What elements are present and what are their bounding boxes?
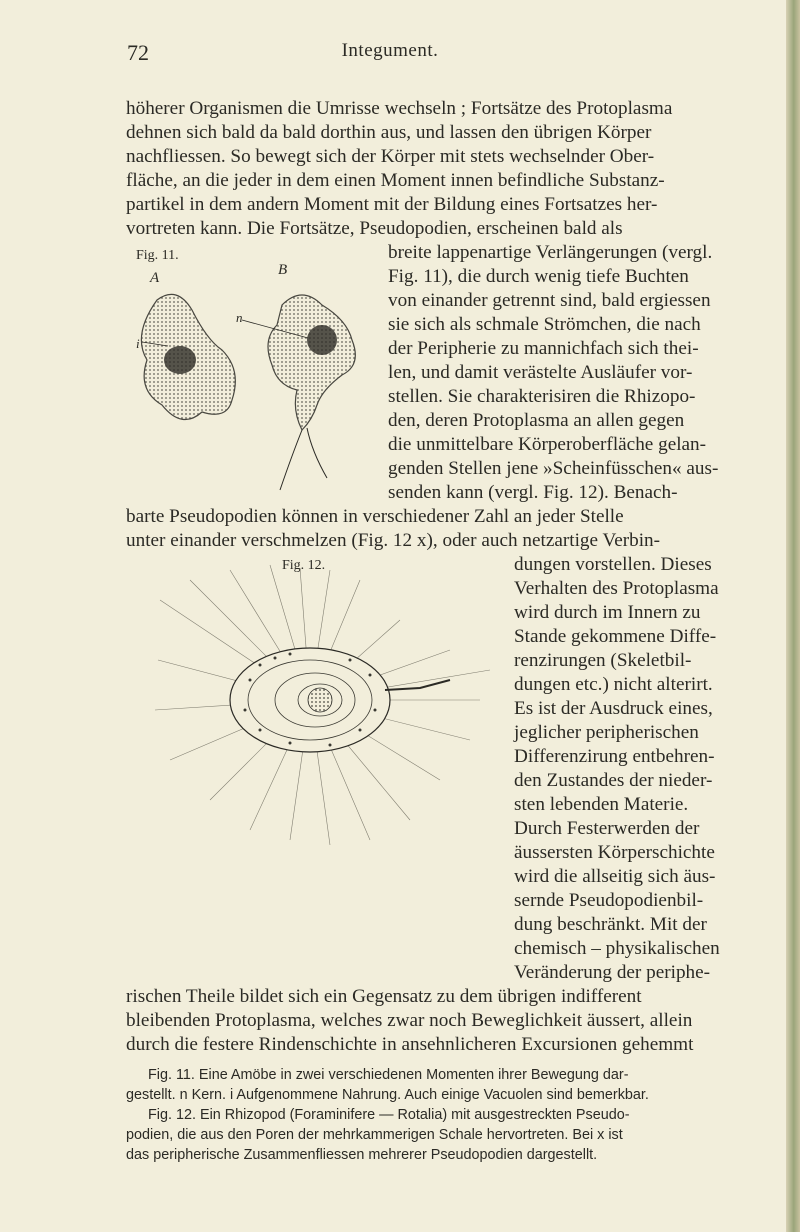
body-line: barte Pseudopodien können in verschiedener Zahl an jeder Stelle (126, 506, 624, 527)
body-line: partikel in dem andern Moment mit der Bildung eines Fortsatzes her- (126, 194, 658, 215)
body-line: chemisch – physikalischen (514, 938, 720, 959)
caption-line: Fig. 12. Ein Rhizopod (Foraminifere — Rotalia) mit ausgestreckten Pseudo- (148, 1107, 630, 1123)
rhizopod-drawing (150, 560, 510, 850)
body-line: Es ist der Ausdruck eines, (514, 698, 713, 719)
body-line: Fig. 11), die durch wenig tiefe Buchten (388, 266, 689, 287)
body-line: jeglicher peripherischen (514, 722, 699, 743)
figure-11-label-b: B (278, 262, 288, 278)
body-line: Stande gekommene Diffe- (514, 626, 717, 647)
figure-11-label-n: n (236, 310, 243, 325)
body-line: dungen vorstellen. Dieses (514, 554, 712, 575)
body-line: höherer Organismen die Umrisse wechseln ; Fortsätze des Protoplasma (126, 98, 673, 119)
body-line: fläche, an die jeder in dem einen Moment innen befindliche Substanz- (126, 170, 665, 191)
body-line: sie sich als schmale Strömchen, die nach (388, 314, 701, 335)
body-line: Verhalten des Protoplasma (514, 578, 719, 599)
body-line: Differenzirung entbehren- (514, 746, 715, 767)
body-line: durch die festere Rindenschichte in ansehnlicheren Excursionen gehemmt (126, 1034, 694, 1055)
body-line: wird durch im Innern zu (514, 602, 701, 623)
body-line: dehnen sich bald da bald dorthin aus, und lassen den übrigen Körper (126, 122, 652, 143)
body-line: den, deren Protoplasma an allen gegen (388, 410, 685, 431)
caption-line: das peripherische Zusammenfliessen mehrerer Pseudopodien dargestellt. (126, 1147, 598, 1163)
figure-11-label-i: i (136, 336, 140, 351)
body-line: bleibenden Protoplasma, welches zwar noch Beweglichkeit äussert, allein (126, 1010, 693, 1031)
body-line: len, und damit verästelte Ausläufer vor- (388, 362, 693, 383)
body-line: wird die allseitig sich äus- (514, 866, 716, 887)
body-line: der Peripherie zu mannichfach sich thei- (388, 338, 699, 359)
body-line: renzirungen (Skeletbil- (514, 650, 692, 671)
body-line: den Zustandes der nieder- (514, 770, 713, 791)
amoeba-drawing (132, 280, 382, 510)
body-line: Durch Festerwerden der (514, 818, 700, 839)
body-line: dung beschränkt. Mit der (514, 914, 707, 935)
body-line: Veränderung der periphe- (514, 962, 711, 983)
body-line: stellen. Sie charakterisiren die Rhizopo- (388, 386, 696, 407)
caption-line: podien, die aus den Poren der mehrkammerigen Schale hervortreten. Bei x ist (126, 1127, 623, 1143)
body-line: äussersten Körperschichte (514, 842, 715, 863)
figure-11-label-a: A (150, 270, 160, 286)
body-line: von einander getrennt sind, bald ergiessen (388, 290, 711, 311)
body-line: sernde Pseudopodienbil- (514, 890, 704, 911)
body-line: dungen etc.) nicht alterirt. (514, 674, 713, 695)
page-number: 72 (127, 40, 149, 65)
caption-line: Fig. 11. Eine Amöbe in zwei verschiedenen Momenten ihrer Bewegung dar- (148, 1067, 629, 1083)
page-edge (786, 0, 800, 1232)
caption-line: gestellt. n Kern. i Aufgenommene Nahrung. Auch einige Vacuolen sind bemerkbar. (126, 1087, 649, 1103)
body-line: unter einander verschmelzen (Fig. 12 x), oder auch netzartige Verbin- (126, 530, 661, 551)
body-line: die unmittelbare Körperoberfläche gelan- (388, 434, 707, 455)
body-line: breite lappenartige Verlängerungen (vergl. (388, 242, 713, 263)
body-line: nachfliessen. So bewegt sich der Körper mit stets wechselnder Ober- (126, 146, 655, 167)
body-line: genden Stellen jene »Scheinfüsschen« aus- (388, 458, 719, 479)
body-line: vortreten kann. Die Fortsätze, Pseudopodien, erscheinen bald als (126, 218, 623, 239)
body-line: sten lebenden Materie. (514, 794, 689, 815)
running-title: Integument. (341, 40, 439, 61)
figure-12-label: Fig. 12. (282, 558, 326, 573)
body-line: rischen Theile bildet sich ein Gegensatz zu dem übrigen indifferent (126, 986, 642, 1007)
body-line: senden kann (vergl. Fig. 12). Benach- (388, 482, 678, 503)
figure-11-label: Fig. 11. (136, 248, 179, 263)
page-header (0, 40, 780, 70)
